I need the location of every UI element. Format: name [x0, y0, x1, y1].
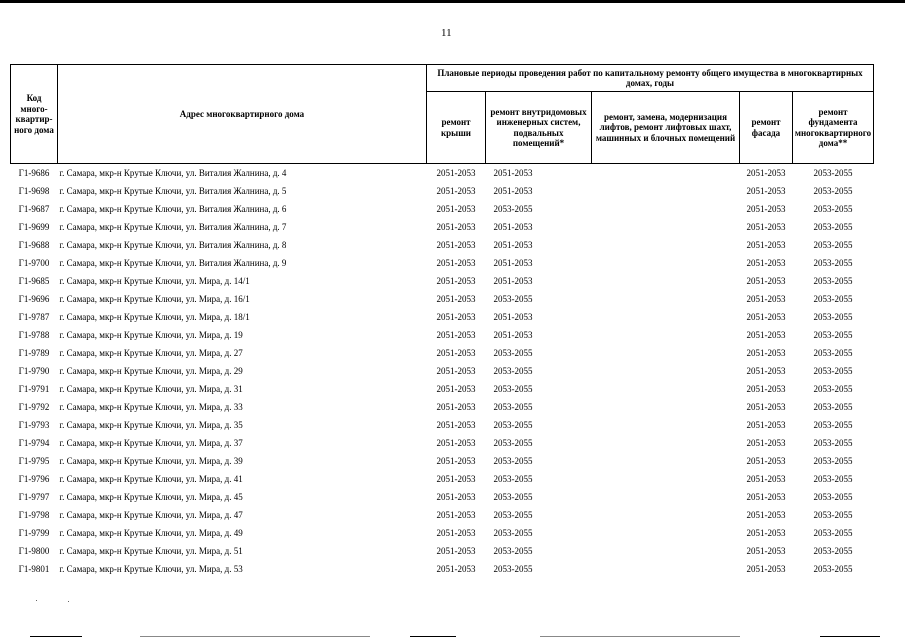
row-code: Г1-9801 — [18, 563, 50, 574]
row-elevators-period — [592, 272, 740, 290]
header-planned-periods: Плановые периоды проведения работ по капитальному ремонту общего имущества в многоквартирных домах, годы — [427, 65, 874, 92]
row-address: г. Самара, мкр-н Крутые Ключи, ул. Мира, д. 31 — [59, 383, 243, 394]
row-address: г. Самара, мкр-н Крутые Ключи, ул. Виталия Жалнина, д. 9 — [59, 257, 287, 268]
row-facade-period: 2051-2053 — [746, 221, 786, 232]
row-roof-period: 2051-2053 — [436, 401, 476, 412]
table-row — [11, 398, 874, 416]
row-code: Г1-9685 — [18, 275, 50, 286]
top-border-line — [0, 0, 905, 3]
row-elevators-period — [592, 344, 740, 362]
row-address: г. Самара, мкр-н Крутые Ключи, ул. Виталия Жалнина, д. 7 — [59, 221, 287, 232]
row-elevators-period — [592, 524, 740, 542]
row-facade-period: 2051-2053 — [746, 185, 786, 196]
row-code: Г1-9687 — [18, 203, 50, 214]
row-code: Г1-9792 — [18, 401, 50, 412]
row-address: г. Самара, мкр-н Крутые Ключи, ул. Мира, д. 35 — [59, 419, 243, 430]
row-roof-period: 2051-2053 — [436, 365, 476, 376]
row-facade-period: 2051-2053 — [746, 419, 786, 430]
row-engineering-period: 2053-2055 — [493, 293, 533, 304]
row-foundation-period: 2053-2055 — [813, 167, 853, 178]
row-roof-period: 2051-2053 — [436, 275, 476, 286]
row-roof-period: 2051-2053 — [436, 491, 476, 502]
row-roof-period: 2051-2053 — [436, 509, 476, 520]
row-foundation-period: 2053-2055 — [813, 473, 853, 484]
table-row — [11, 236, 874, 254]
row-elevators-period — [592, 416, 740, 434]
row-address: г. Самара, мкр-н Крутые Ключи, ул. Мира, д. 49 — [59, 527, 243, 538]
row-roof-period: 2051-2053 — [436, 257, 476, 268]
row-code: Г1-9797 — [18, 491, 50, 502]
row-engineering-period: 2051-2053 — [493, 311, 533, 322]
table-row — [11, 470, 874, 488]
row-facade-period: 2051-2053 — [746, 563, 786, 574]
row-facade-period: 2051-2053 — [746, 203, 786, 214]
row-code: Г1-9698 — [18, 185, 50, 196]
row-foundation-period: 2053-2055 — [813, 545, 853, 556]
row-foundation-period: 2053-2055 — [813, 527, 853, 538]
row-code: Г1-9789 — [18, 347, 50, 358]
row-code: Г1-9795 — [18, 455, 50, 466]
row-elevators-period — [592, 560, 740, 578]
row-roof-period: 2051-2053 — [436, 563, 476, 574]
row-address: г. Самара, мкр-н Крутые Ключи, ул. Мира, д. 33 — [59, 401, 243, 412]
row-roof-period: 2051-2053 — [436, 527, 476, 538]
table-row — [11, 560, 874, 578]
row-engineering-period: 2053-2055 — [493, 203, 533, 214]
table-body — [11, 164, 874, 579]
table-row — [11, 416, 874, 434]
row-address: г. Самара, мкр-н Крутые Ключи, ул. Виталия Жалнина, д. 6 — [59, 203, 287, 214]
row-code: Г1-9686 — [18, 167, 50, 178]
row-elevators-period — [592, 380, 740, 398]
row-code: Г1-9799 — [18, 527, 50, 538]
row-facade-period: 2051-2053 — [746, 491, 786, 502]
scan-speck — [36, 600, 37, 601]
row-elevators-period — [592, 164, 740, 183]
row-code: Г1-9696 — [18, 293, 50, 304]
row-foundation-period: 2053-2055 — [813, 203, 853, 214]
row-roof-period: 2051-2053 — [436, 455, 476, 466]
row-address: г. Самара, мкр-н Крутые Ключи, ул. Мира, д. 53 — [59, 563, 243, 574]
table-row — [11, 524, 874, 542]
row-address: г. Самара, мкр-н Крутые Ключи, ул. Виталия Жалнина, д. 8 — [59, 239, 287, 250]
row-engineering-period: 2053-2055 — [493, 383, 533, 394]
row-facade-period: 2051-2053 — [746, 383, 786, 394]
row-elevators-period — [592, 236, 740, 254]
row-code: Г1-9793 — [18, 419, 50, 430]
row-facade-period: 2051-2053 — [746, 473, 786, 484]
row-facade-period: 2051-2053 — [746, 527, 786, 538]
row-elevators-period — [592, 326, 740, 344]
row-engineering-period: 2051-2053 — [493, 167, 533, 178]
row-engineering-period: 2051-2053 — [493, 185, 533, 196]
table-header — [11, 65, 874, 164]
header-elevators: ремонт, замена, модернизация лифтов, ремонт лифтовых шахт, машинных и блочных помещений — [592, 92, 740, 164]
row-foundation-period: 2053-2055 — [813, 239, 853, 250]
row-facade-period: 2051-2053 — [746, 545, 786, 556]
row-address: г. Самара, мкр-н Крутые Ключи, ул. Мира, д. 18/1 — [59, 311, 250, 322]
table-row — [11, 182, 874, 200]
header-roof: ремонт крыши — [427, 92, 486, 164]
capital-repair-schedule-table — [10, 64, 874, 578]
table-row — [11, 308, 874, 326]
row-address: г. Самара, мкр-н Крутые Ключи, ул. Мира, д. 19 — [59, 329, 243, 340]
table-row — [11, 254, 874, 272]
row-engineering-period: 2053-2055 — [493, 455, 533, 466]
row-facade-period: 2051-2053 — [746, 257, 786, 268]
row-foundation-period: 2053-2055 — [813, 311, 853, 322]
bottom-scan-marks — [0, 632, 905, 640]
row-address: г. Самара, мкр-н Крутые Ключи, ул. Мира, д. 45 — [59, 491, 243, 502]
row-roof-period: 2051-2053 — [436, 437, 476, 448]
row-roof-period: 2051-2053 — [436, 203, 476, 214]
row-foundation-period: 2053-2055 — [813, 383, 853, 394]
row-code: Г1-9688 — [18, 239, 50, 250]
row-engineering-period: 2053-2055 — [493, 401, 533, 412]
row-elevators-period — [592, 362, 740, 380]
row-engineering-period: 2053-2055 — [493, 419, 533, 430]
row-engineering-period: 2053-2055 — [493, 365, 533, 376]
row-foundation-period: 2053-2055 — [813, 329, 853, 340]
row-roof-period: 2051-2053 — [436, 185, 476, 196]
row-engineering-period: 2053-2055 — [493, 473, 533, 484]
row-engineering-period: 2053-2055 — [493, 509, 533, 520]
row-foundation-period: 2053-2055 — [813, 365, 853, 376]
row-facade-period: 2051-2053 — [746, 347, 786, 358]
row-address: г. Самара, мкр-н Крутые Ключи, ул. Виталия Жалнина, д. 4 — [59, 167, 287, 178]
row-address: г. Самара, мкр-н Крутые Ключи, ул. Мира, д. 27 — [59, 347, 243, 358]
row-address: г. Самара, мкр-н Крутые Ключи, ул. Виталия Жалнина, д. 5 — [59, 185, 287, 196]
row-elevators-period — [592, 542, 740, 560]
row-facade-period: 2051-2053 — [746, 275, 786, 286]
row-code: Г1-9788 — [18, 329, 50, 340]
row-code: Г1-9796 — [18, 473, 50, 484]
row-facade-period: 2051-2053 — [746, 167, 786, 178]
row-address: г. Самара, мкр-н Крутые Ключи, ул. Мира, д. 39 — [59, 455, 243, 466]
table-row — [11, 488, 874, 506]
row-roof-period: 2051-2053 — [436, 473, 476, 484]
row-facade-period: 2051-2053 — [746, 293, 786, 304]
row-address: г. Самара, мкр-н Крутые Ключи, ул. Мира, д. 47 — [59, 509, 243, 520]
row-code: Г1-9791 — [18, 383, 50, 394]
row-elevators-period — [592, 488, 740, 506]
row-foundation-period: 2053-2055 — [813, 455, 853, 466]
row-elevators-period — [592, 452, 740, 470]
header-facade: ремонт фасада — [740, 92, 793, 164]
table-row — [11, 326, 874, 344]
scan-speck — [68, 601, 69, 602]
row-facade-period: 2051-2053 — [746, 329, 786, 340]
row-code: Г1-9787 — [18, 311, 50, 322]
row-elevators-period — [592, 182, 740, 200]
row-code: Г1-9800 — [18, 545, 50, 556]
row-foundation-period: 2053-2055 — [813, 401, 853, 412]
row-foundation-period: 2053-2055 — [813, 491, 853, 502]
row-elevators-period — [592, 470, 740, 488]
header-foundation: ремонт фундамента многоквартирного дома** — [793, 92, 874, 164]
row-foundation-period: 2053-2055 — [813, 185, 853, 196]
table-row — [11, 272, 874, 290]
row-engineering-period: 2051-2053 — [493, 275, 533, 286]
row-roof-period: 2051-2053 — [436, 419, 476, 430]
row-roof-period: 2051-2053 — [436, 221, 476, 232]
row-engineering-period: 2053-2055 — [493, 347, 533, 358]
row-facade-period: 2051-2053 — [746, 311, 786, 322]
row-address: г. Самара, мкр-н Крутые Ключи, ул. Мира, д. 41 — [59, 473, 243, 484]
row-code: Г1-9700 — [18, 257, 50, 268]
row-engineering-period: 2053-2055 — [493, 563, 533, 574]
row-roof-period: 2051-2053 — [436, 545, 476, 556]
row-foundation-period: 2053-2055 — [813, 437, 853, 448]
row-address: г. Самара, мкр-н Крутые Ключи, ул. Мира, д. 16/1 — [59, 293, 250, 304]
row-engineering-period: 2053-2055 — [493, 527, 533, 538]
row-elevators-period — [592, 290, 740, 308]
table-row — [11, 452, 874, 470]
row-engineering-period: 2051-2053 — [493, 257, 533, 268]
row-roof-period: 2051-2053 — [436, 329, 476, 340]
row-facade-period: 2051-2053 — [746, 437, 786, 448]
row-roof-period: 2051-2053 — [436, 311, 476, 322]
table-row — [11, 290, 874, 308]
row-roof-period: 2051-2053 — [436, 347, 476, 358]
row-code: Г1-9798 — [18, 509, 50, 520]
row-elevators-period — [592, 218, 740, 236]
row-facade-period: 2051-2053 — [746, 365, 786, 376]
header-code: Код много-квартир-ного дома — [11, 65, 58, 164]
row-foundation-period: 2053-2055 — [813, 275, 853, 286]
row-engineering-period: 2051-2053 — [493, 239, 533, 250]
row-elevators-period — [592, 398, 740, 416]
row-address: г. Самара, мкр-н Крутые Ключи, ул. Мира, д. 29 — [59, 365, 243, 376]
row-address: г. Самара, мкр-н Крутые Ключи, ул. Мира, д. 51 — [59, 545, 243, 556]
row-elevators-period — [592, 434, 740, 452]
row-code: Г1-9699 — [18, 221, 50, 232]
row-foundation-period: 2053-2055 — [813, 509, 853, 520]
header-engineering: ремонт внутридомовых инженерных систем, подвальных помещений* — [486, 92, 592, 164]
table-row — [11, 506, 874, 524]
row-foundation-period: 2053-2055 — [813, 347, 853, 358]
table-row — [11, 434, 874, 452]
table-row — [11, 380, 874, 398]
table-row — [11, 218, 874, 236]
row-foundation-period: 2053-2055 — [813, 293, 853, 304]
row-foundation-period: 2053-2055 — [813, 221, 853, 232]
row-elevators-period — [592, 200, 740, 218]
table-row — [11, 344, 874, 362]
row-foundation-period: 2053-2055 — [813, 419, 853, 430]
row-roof-period: 2051-2053 — [436, 239, 476, 250]
row-facade-period: 2051-2053 — [746, 239, 786, 250]
table-row — [11, 542, 874, 560]
row-elevators-period — [592, 506, 740, 524]
row-address: г. Самара, мкр-н Крутые Ключи, ул. Мира, д. 14/1 — [59, 275, 250, 286]
row-elevators-period — [592, 308, 740, 326]
row-engineering-period: 2053-2055 — [493, 491, 533, 502]
row-engineering-period: 2051-2053 — [493, 329, 533, 340]
table-row — [11, 362, 874, 380]
row-foundation-period: 2053-2055 — [813, 563, 853, 574]
row-code: Г1-9790 — [18, 365, 50, 376]
row-engineering-period: 2053-2055 — [493, 545, 533, 556]
row-facade-period: 2051-2053 — [746, 401, 786, 412]
row-roof-period: 2051-2053 — [436, 167, 476, 178]
table-row — [11, 200, 874, 218]
table-row — [11, 164, 874, 183]
row-address: г. Самара, мкр-н Крутые Ключи, ул. Мира, д. 37 — [59, 437, 243, 448]
row-engineering-period: 2051-2053 — [493, 221, 533, 232]
row-foundation-period: 2053-2055 — [813, 257, 853, 268]
header-address: Адрес многоквартирного дома — [58, 65, 427, 164]
row-engineering-period: 2053-2055 — [493, 437, 533, 448]
page-number: 11 — [441, 27, 452, 39]
row-elevators-period — [592, 254, 740, 272]
row-roof-period: 2051-2053 — [436, 383, 476, 394]
row-facade-period: 2051-2053 — [746, 455, 786, 466]
row-facade-period: 2051-2053 — [746, 509, 786, 520]
row-roof-period: 2051-2053 — [436, 293, 476, 304]
row-code: Г1-9794 — [18, 437, 50, 448]
